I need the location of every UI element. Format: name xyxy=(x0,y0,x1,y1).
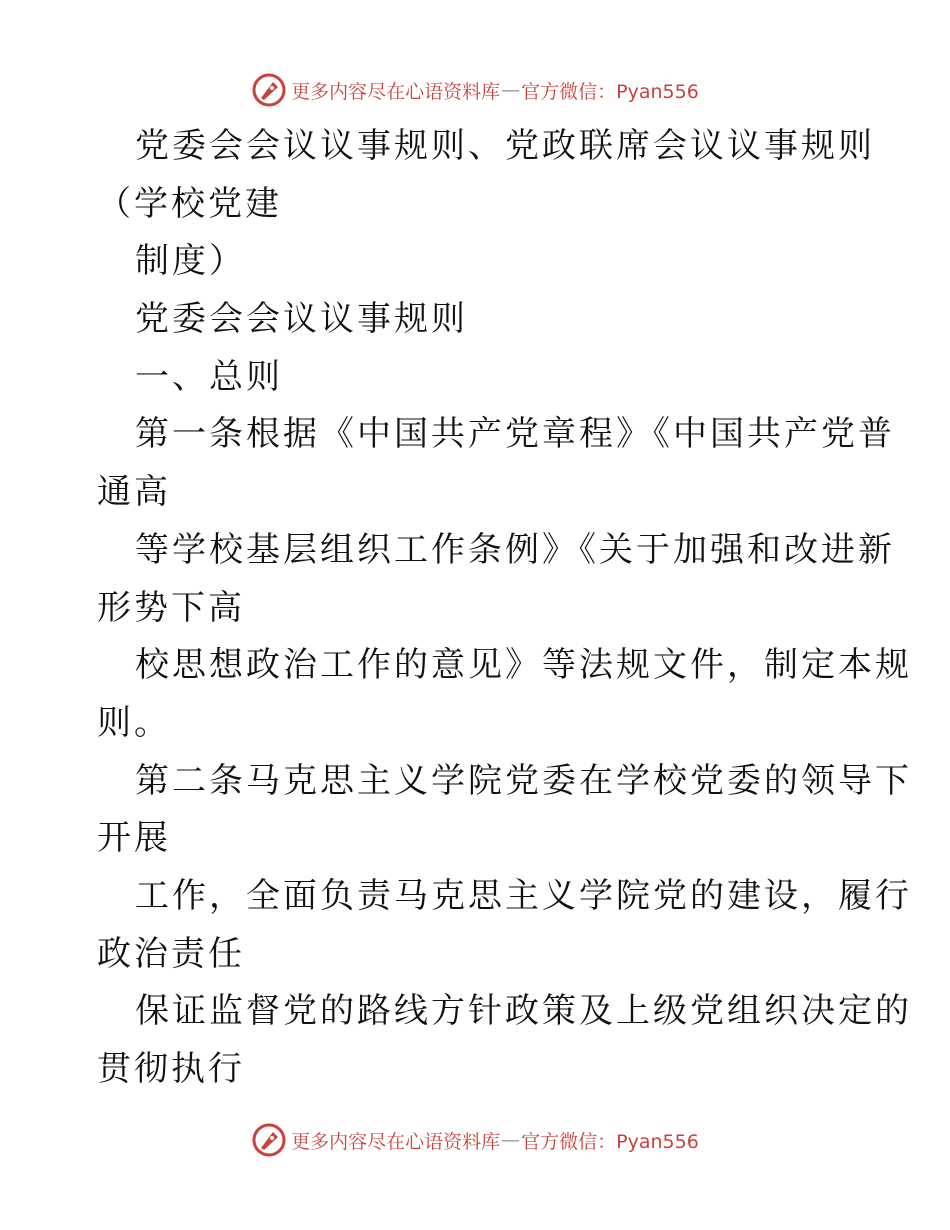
header-watermark xyxy=(0,72,950,108)
doc-line: 制度） xyxy=(135,241,246,282)
watermark-text: 更多内容尽在心语资料库 xyxy=(291,1130,501,1153)
doc-line: 第一条根据《中国共产党章程》《中国共产党普 xyxy=(135,414,895,455)
watermark-text: 更多内容尽在心语资料库 xyxy=(291,80,501,103)
doc-line: 则。 xyxy=(97,702,171,743)
document-body xyxy=(97,118,912,1099)
watermark-dash: — xyxy=(501,1129,521,1151)
doc-line: 一、总则 xyxy=(135,356,283,397)
doc-line: 工作，全面负责马克思主义学院党的建设，履行 xyxy=(135,875,912,916)
doc-line: 开展 xyxy=(97,818,171,859)
doc-line: 等学校基层组织工作条例》《关于加强和改进新 xyxy=(135,529,895,570)
doc-line: 政治责任 xyxy=(97,933,245,974)
doc-line: 党委会会议议事规则 xyxy=(135,299,468,340)
doc-line: 通高 xyxy=(97,472,171,513)
watermark-suffix: 官方微信：Pyan556 xyxy=(521,80,699,103)
pen-nib-logo-icon xyxy=(251,1122,287,1158)
footer-watermark xyxy=(0,1122,950,1158)
doc-line: （学校党建 xyxy=(97,183,282,224)
doc-line: 校思想政治工作的意见》等法规文件，制定本规 xyxy=(135,645,912,686)
doc-line: 第二条马克思主义学院党委在学校党委的领导下 xyxy=(135,760,912,801)
doc-line: 党委会会议议事规则、党政联席会议议事规则 xyxy=(135,126,875,166)
watermark-dash: — xyxy=(501,79,521,101)
watermark-suffix: 官方微信：Pyan556 xyxy=(521,1130,699,1153)
pen-nib-logo-icon xyxy=(251,72,287,108)
doc-line: 形势下高 xyxy=(97,587,245,628)
doc-line: 贯彻执行 xyxy=(97,1049,245,1089)
doc-line: 保证监督党的路线方针政策及上级党组织决定的 xyxy=(135,991,912,1032)
